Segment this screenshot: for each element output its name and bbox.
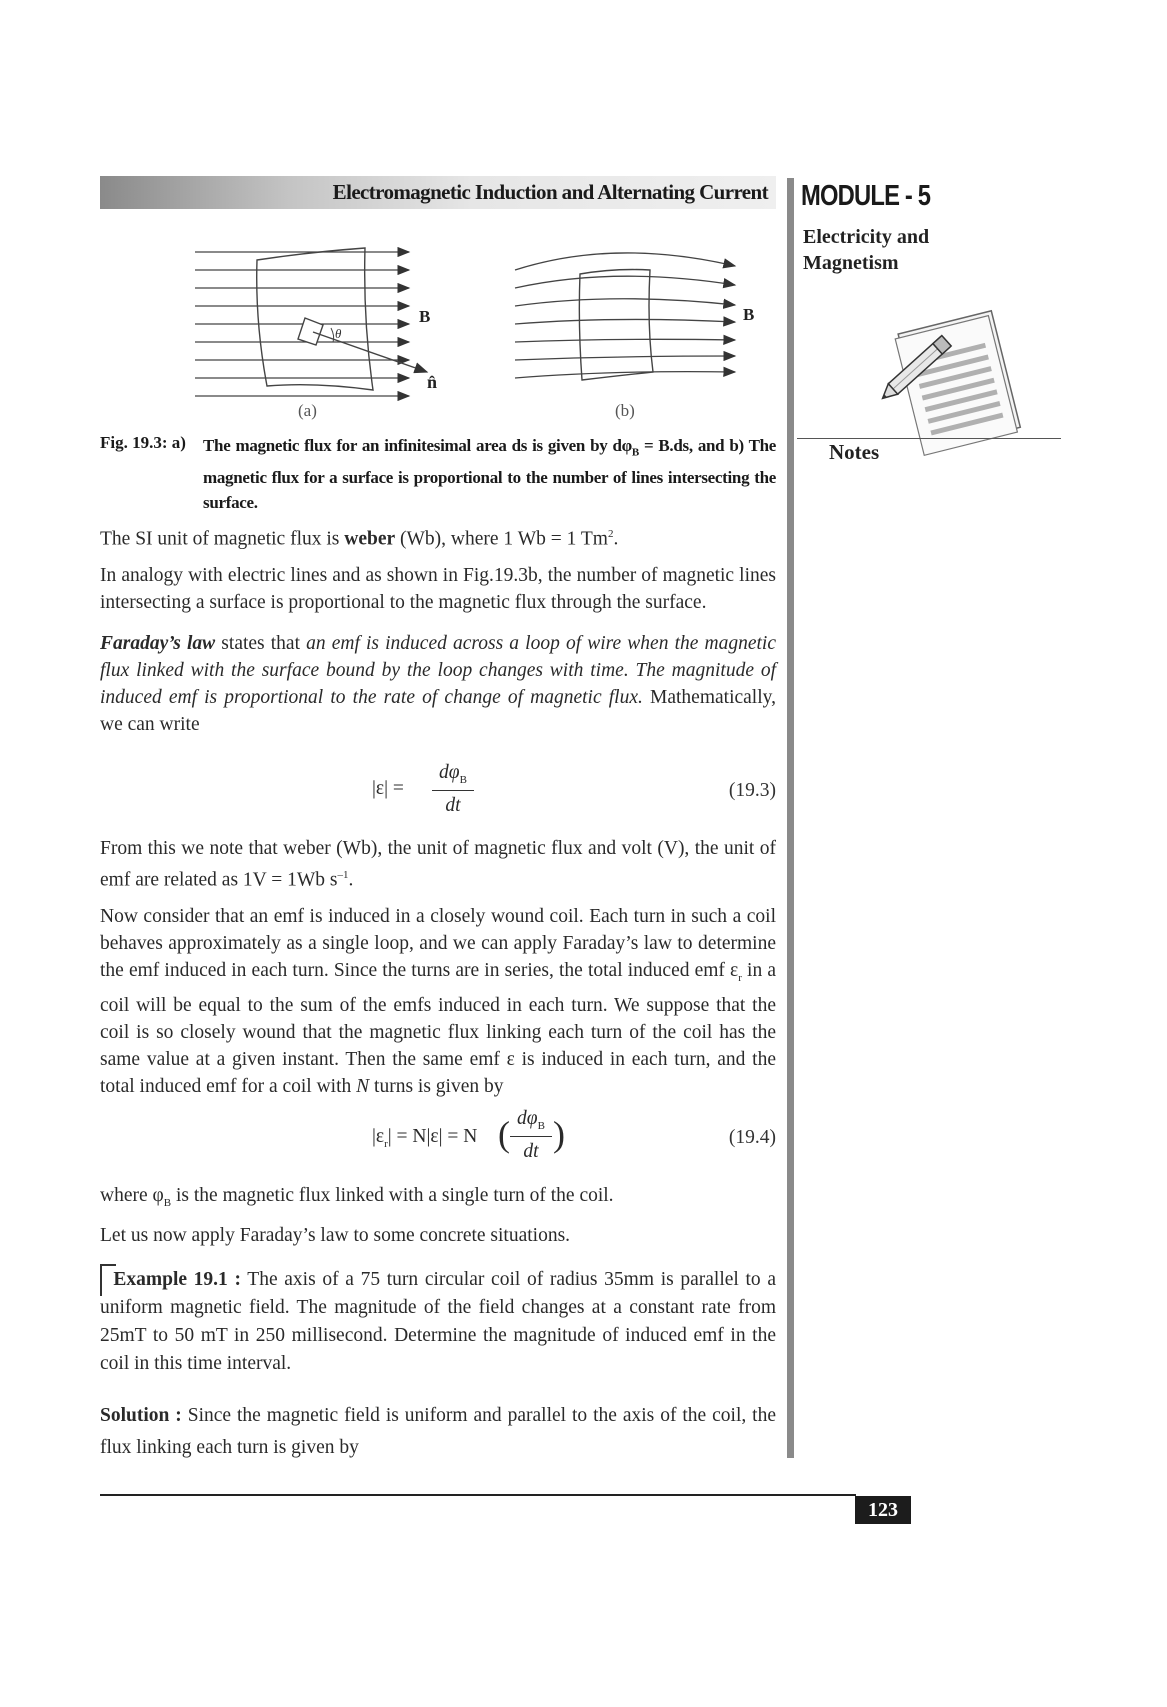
equation-19-3-number: (19.3) [728, 780, 776, 801]
module-subtitle-line2: Magnetism [803, 252, 899, 274]
module-title: MODULE - 5 [801, 180, 931, 212]
module-subtitle [803, 224, 963, 276]
paragraph-concrete: Let us now apply Faraday’s law to some concrete situations. [100, 1225, 571, 1246]
equation-19-3-denominator: dt [445, 795, 461, 816]
notes-rule [797, 438, 1061, 439]
field-label-b: B [743, 305, 755, 324]
module-subtitle-line1: Electricity and [803, 226, 930, 248]
notepad-pencil-icon [870, 305, 1030, 465]
paragraph-flux-single-turn: where $\varphi_B$ is the magnetic flux linked with a single turn of the coil. [100, 1185, 614, 1209]
equation-19-4-fraction-bar [510, 1136, 552, 1137]
angle-label: θ [335, 326, 342, 341]
paragraph-units: From this we note that weber (Wb), the unit of magnetic flux and volt (V), the unit of emf are related as 1V = 1Wb $s^{-1}$. [100, 838, 776, 891]
sidebar-rule [787, 178, 794, 1458]
page-number: 123 [855, 1496, 911, 1524]
area-element [298, 318, 323, 345]
equation-19-3-fraction-bar [432, 790, 474, 791]
field-lines-b [515, 253, 735, 378]
equation-19-4-numerator: $d\varphi_B$ [517, 1108, 545, 1132]
solution: Solution : Since the magnetic field is uniform and parallel to the axis of the coil, the flux linking each turn is given by [100, 1405, 777, 1458]
surface-a [257, 248, 373, 390]
footer-rule [100, 1494, 856, 1496]
equation-19-4-paren-left: ( [498, 1114, 510, 1154]
normal-label: n̂ [427, 372, 438, 392]
paragraph-analogy: In analogy with electric lines and as shown in Fig.19.3b, the number of magnetic lines intersecting a surface is proportional to the magnetic flux through the surface. [100, 565, 776, 613]
label-a: (a) [298, 401, 317, 420]
field-lines-a [195, 252, 409, 396]
figure-label: Fig. 19.3: a) [100, 433, 186, 452]
paragraph-coil: Now consider that an emf is induced in a closely wound coil. Each turn in such a coil behaves approximately as a single loop, and we can apply Faraday’s law to determine the emf induced in each turn. Since the turns are in series, the total induced emf $\varepsilon_r$ in a coil will be equal to the sum of the emfs induced in each turn. We suppose that the coil is so closely wound that the magnetic flux linking each turn of the coil has the same value at a given instant. Then the same emf ε is induced in each turn, and the total induced emf for a coil with N turns is given by [100, 906, 777, 1097]
equation-19-4-number: (19.4) [728, 1127, 776, 1148]
equation-19-4-denominator: dt [523, 1141, 539, 1162]
equation-19-4-lhs: $|\varepsilon_r| = N|\varepsilon| = N$ [372, 1126, 478, 1150]
surface-b [579, 270, 653, 381]
chapter-title: Electromagnetic Induction and Alternating Current [332, 180, 768, 204]
equation-19-3-lhs: |ε| = [372, 778, 404, 799]
label-b: (b) [615, 401, 635, 420]
equation-19-4-paren-right: ) [553, 1114, 565, 1154]
field-label-a: B [419, 307, 431, 326]
figure-19-3 [195, 230, 765, 425]
paragraph-si-unit: The SI unit of magnetic flux is weber (Wb), where 1 Wb = 1 Tm$^2$. [100, 528, 619, 550]
paragraph-faraday-law: Faraday’s law states that an emf is induced across a loop of wire when the magnetic flux linked with the surface bound by the loop changes with time. The magnitude of induced emf is proportional to the rate of change of magnetic flux. Mathematically, we can write [100, 633, 776, 735]
notes-label: Notes [829, 440, 880, 464]
equation-19-3-numerator: $d\varphi_B$ [439, 762, 467, 786]
example-19-1: Example 19.1 : The axis of a 75 turn circular coil of radius 35mm is parallel to a uniform magnetic field. The magnitude of the field changes at a constant rate from 25mT to 50 mT in 250 millisecond. Determine the magnitude of induced emf in the coil in this time interval. [100, 1269, 776, 1374]
figure-caption: The magnetic flux for an infinitesimal area ds is given by $d\varphi_B = B.ds$, and b) The magnetic flux for a surface is proportional to the number of lines intersecting the surface. [203, 436, 777, 513]
